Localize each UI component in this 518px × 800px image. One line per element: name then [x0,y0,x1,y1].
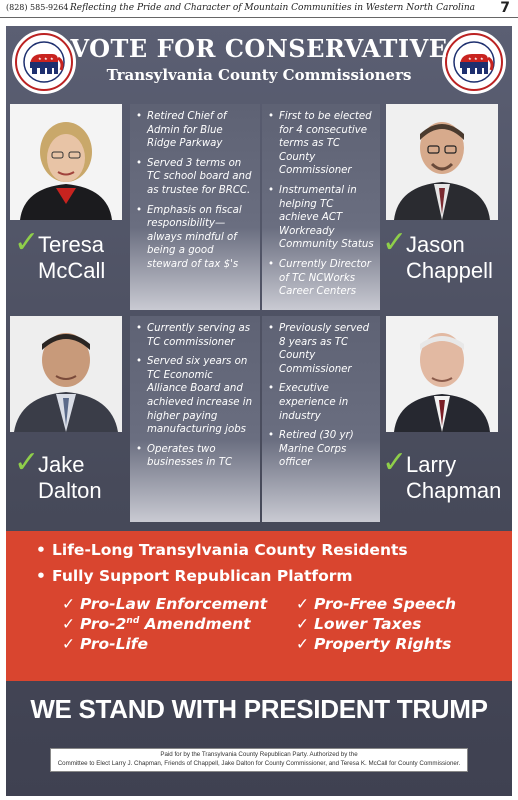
bullet-item: • Retired Chief of Admin for Blue Ridge Parkway [136,110,254,151]
plank-lower-taxes: ✓ Lower Taxes [296,615,422,633]
checkmark-icon: ✓ [62,595,75,613]
candidate-name-mccall [38,232,105,284]
candidate-photo-chappell [386,104,498,220]
ad-subheadline: Transylvania County Commissioners [106,66,412,84]
candidate-last-name: McCall [38,258,106,283]
plank-pro-free-speech: ✓ Pro-Free Speech [296,595,457,613]
candidate-first-name: Jake [38,452,85,477]
bullet-item: • Emphasis on fiscal responsibility—always mindful of being a good steward of tax $'s [136,204,254,272]
page-number: 7 [500,0,510,16]
checkmark-icon: ✓ [382,445,408,480]
svg-text:★: ★ [44,56,48,61]
checkmark-icon: ✓ [296,615,309,633]
candidate-last-name: Chappell [406,258,493,283]
candidate-first-name: Jason [406,232,465,257]
candidate-bullets-mccall [130,104,260,310]
newspaper-motto: Reflecting the Pride and Character of Mountain Communities in Western North Carolina [70,3,475,13]
bullet-item: • Instrumental in helping TC achieve ACT Workready Community Status [268,184,374,252]
bullet-item: • Operates two businesses in TC [136,443,254,470]
candidate-name-chappell [406,232,493,284]
paid-for-disclaimer [50,748,468,772]
candidate-photo-dalton [10,316,122,432]
candidate-first-name: Teresa [38,232,105,257]
checkmark-icon: ✓ [62,635,75,653]
checkmark-icon: ✓ [382,225,408,260]
candidate-bullets-dalton [130,316,260,522]
phone-number: (828) 585-9264 [6,3,69,12]
bullet-item: • Served six years on TC Economic Alliance Board and achieved increase in higher paying manufacturing jobs [136,355,254,437]
plank-property-rights: ✓ Property Rights [296,635,452,653]
candidate-name-chapman [406,452,501,504]
platform-line-republican: • Fully Support Republican Platform [36,567,353,585]
platform-box [6,531,512,681]
checkmark-icon: ✓ [14,225,40,260]
bullet-item: • Executive experience in industry [268,382,374,423]
candidate-last-name: Dalton [38,478,102,503]
candidate-photo-mccall [10,104,122,220]
svg-text:★: ★ [480,56,484,61]
bullet-item: • Currently Director of TC NCWorks Career Centers [268,258,374,299]
candidate-bullets-chappell [262,104,380,310]
disclaimer-line-1: Paid for by the Transylvania County Republican Party. Authorized by the [160,751,358,758]
checkmark-icon: ✓ [14,445,40,480]
svg-text:★: ★ [474,56,478,61]
candidate-name-dalton [38,452,102,504]
disclaimer-line-2: Committee to Elect Larry J. Chapman, Friends of Chappell, Jake Dalton for County Commissioner, and Teresa K. McCall for County Commissioner. [57,759,461,767]
candidate-first-name: Larry [406,452,457,477]
checkmark-icon: ✓ [296,595,309,613]
ad-headline: VOTE FOR CONSERVATIVE [70,34,448,63]
svg-text:★: ★ [468,56,472,61]
checkmark-icon: ✓ [62,615,75,633]
bullet-item: • Served 3 terms on TC school board and as trustee for BRCC. [136,157,254,198]
svg-text:★: ★ [50,56,54,61]
stand-with-trump-banner: WE STAND WITH PRESIDENT TRUMP [30,694,488,724]
bullet-item: • Previously served 8 years as TC County Commissioner [268,322,374,376]
candidate-last-name: Chapman [406,478,502,503]
plank-pro-life: ✓ Pro-Life [62,635,149,653]
candidate-bullets-chapman [262,316,380,522]
political-ad [6,26,512,796]
svg-text:★: ★ [38,56,42,61]
plank-pro-2nd-amendment: ✓ Pro-2nd Amendment [62,615,251,633]
plank-pro-law-enforcement: ✓ Pro-Law Enforcement [62,595,268,613]
platform-line-residents: • Life-Long Transylvania County Residents [36,541,408,559]
checkmark-icon: ✓ [296,635,309,653]
newspaper-header [0,0,518,18]
bullet-item: • First to be elected for 4 consecutive terms as TC County Commissioner [268,110,374,178]
bullet-item: • Currently serving as TC commissioner [136,322,254,349]
bullet-item: • Retired (30 yr) Marine Corps officer [268,429,374,470]
candidate-photo-chapman [386,316,498,432]
